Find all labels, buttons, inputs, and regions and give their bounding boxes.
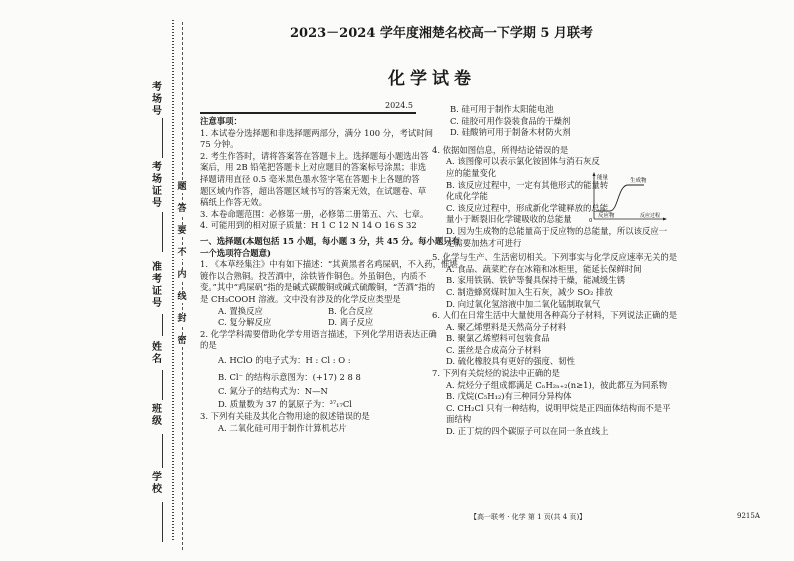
binding-label-class: 班级: [152, 404, 162, 427]
energy-xlabel: 反应过程: [640, 213, 661, 219]
q7-stem: 7. 下列有关烷烃的说法中正确的是: [432, 368, 560, 379]
notice-line: 2. 考生作答时，请将答案答在答题卡上。选择题每小题选出答: [200, 150, 429, 161]
q7-option-c[interactable]: C. CH₂Cl 只有一种结构，说明甲烷是正四面体结构而不是平: [446, 402, 671, 413]
exam-subject: 化学试卷: [388, 69, 476, 89]
notice-line: 择题请用直径 0.5 毫米黑色墨水签字笔在答题卡上各题的答: [200, 173, 420, 184]
q2-option-d[interactable]: D. 质量数为 37 的氯原子为：³⁷₁₇Cl: [218, 399, 352, 410]
q5-option-b[interactable]: B. 家用铁锅、铁铲等餐具保持干燥，能减缓生锈: [446, 275, 625, 286]
school-blank[interactable]: [162, 502, 163, 542]
notice-heading: 注意事项：: [200, 116, 242, 126]
notice-line: 稿纸上作答无效。: [200, 197, 267, 208]
q6-option-b[interactable]: B. 聚氯乙烯塑料可包装食品: [446, 333, 550, 344]
q1-options: [200, 306, 416, 318]
energy-diagram: [588, 171, 668, 223]
energy-y-arrow: [593, 172, 596, 176]
seal-char: 封: [177, 314, 187, 324]
q4-option-d-cont: 定需要加热才可进行: [446, 237, 522, 248]
notice-line: 4. 可能用到的相对原子质量：H 1 C 12 N 14 O 16 S 32: [200, 220, 417, 231]
q5-option-c[interactable]: C. 制造蜂窝煤时加入生石灰，减少 SO₂ 排放: [446, 286, 613, 297]
q2-stem: 2. 化学学科需要借助化学专用语言描述，下列化学用语表达正确: [200, 328, 437, 339]
binding-label-exam-room: 考场号: [152, 82, 162, 117]
q1-stem: 镀作以合熟铜。投苦酒中，涂铁皆作铜色。外虽铜色，内质不: [200, 270, 427, 281]
seal-char: 内: [177, 270, 187, 280]
q5-option-d[interactable]: D. 向过氧化氢溶液中加二氧化锰制取氧气: [446, 298, 601, 309]
q1-stem: 变。”其中“鸡屎矾”指的是碱式碳酸铜或碱式硫酸铜，“苦酒”指的: [200, 282, 435, 293]
binding-label-admission-id: 准考证号: [152, 262, 162, 309]
q4-option-c-cont: 量小于断裂旧化学键吸收的总能量: [446, 214, 572, 225]
exam-room-blank[interactable]: [162, 118, 163, 158]
exam-id-blank[interactable]: [162, 212, 163, 252]
q1-stem: 1. 《本草经集注》中有如下描述：“其黄黑者名鸡屎矾，不入药，惟堪: [200, 259, 458, 270]
q6-option-c[interactable]: C. 蛋丝是合成高分子材料: [446, 344, 542, 355]
binding-label-name: 姓名: [152, 342, 162, 365]
q1-option-c[interactable]: C. 复分解反应: [218, 317, 272, 328]
admission-id-blank[interactable]: [162, 314, 163, 336]
page-footer: 【高一联考 · 化学 第 1 页(共 4 页)】: [470, 513, 587, 521]
name-blank[interactable]: [162, 370, 163, 400]
q4-option-b-cont: 化成化学能: [446, 191, 488, 202]
q3-option-c[interactable]: C. 硅胶可用作袋装食品的干燥剂: [450, 115, 571, 126]
q7-option-a[interactable]: A. 烷烃分子组成都满足 CₙH₂ₙ₊₂(n≥1)，彼此都互为同系物: [446, 379, 668, 390]
q5-option-a[interactable]: A. 食品、蔬菜贮存在冰箱和冰柜里，能延长保鲜时间: [446, 263, 642, 274]
energy-diagram-svg: [588, 171, 668, 223]
seal-char: 要: [177, 226, 187, 236]
header-rule: [200, 112, 416, 114]
notice-line: 3. 本卷命题范围：必修第一册，必修第二册第五、六、七章。: [200, 208, 429, 219]
notice-line: 75 分钟。: [200, 139, 239, 150]
q7-option-c-cont: 面结构: [446, 414, 472, 425]
binding-label-exam-id: 考场证号: [152, 162, 162, 209]
exam-date: 2024.5: [385, 101, 413, 110]
q4-option-a-cont: 应的能量变化: [446, 167, 497, 178]
binding-label-school: 学校: [152, 472, 162, 495]
q5-stem: 5. 化学与生产、生活密切相关。下列事实与化学反应速率无关的是: [432, 252, 678, 263]
energy-x-arrow: [663, 218, 667, 221]
class-blank[interactable]: [162, 434, 163, 468]
notice-line: 案后，用 2B 铅笔把答题卡上对应题目的答案标号涂黑；非选: [200, 162, 427, 173]
q4-option-c[interactable]: C. 该反应过程中，形成新化学键释放的总能: [446, 202, 609, 213]
q2-stem: 的是: [200, 340, 217, 351]
q3-option-a[interactable]: A. 二氧化硅可用于制作计算机芯片: [218, 423, 347, 434]
q1-option-d[interactable]: D. 离子反应: [328, 317, 374, 328]
q1-stem: 是 CH₃COOH 溶液。文中没有涉及的化学反应类型是: [200, 293, 401, 304]
section-heading: 一、选择题(本题包括 15 小题，每小题 3 分，共 45 分。每小题只有: [200, 235, 460, 246]
energy-curve: [610, 185, 644, 211]
q6-option-a[interactable]: A. 聚乙烯塑料是天然高分子材料: [446, 321, 567, 332]
q4-option-d[interactable]: D. 因为生成物的总能量高于反应物的总能量，所以该反应一: [446, 225, 668, 236]
q2-option-b[interactable]: B. Cl⁻ 的结构示意图为：(+17) 2 8 8: [218, 371, 361, 382]
q4-stem: 4. 依据如图信息，所得结论错误的是: [432, 144, 569, 155]
q4-option-b[interactable]: B. 该反应过程中，一定有其他形式的能量转: [446, 179, 609, 190]
q1-option-b[interactable]: B. 化合反应: [328, 305, 373, 316]
q3-option-b[interactable]: B. 硅可用于制作太阳能电池: [450, 104, 554, 114]
seal-char: 不: [177, 248, 187, 258]
section-heading-cont: 一个选项符合题意): [200, 247, 271, 258]
seal-char: 答: [177, 204, 187, 214]
right-column: [432, 104, 678, 438]
q4-option-a[interactable]: A. 该图像可以表示氯化铵固体与消石灰反: [446, 156, 600, 167]
q6-stem: 6. 人们在日常生活中大量使用各种高分子材料，下列说法正确的是: [432, 310, 678, 321]
paper-code: 9215A: [737, 512, 760, 520]
notice-line: 1. 本试卷分选择题和非选择题两部分，满分 100 分，考试时间: [200, 127, 433, 138]
q2-option-c[interactable]: C. 氮分子的结构式为：N—N: [218, 385, 328, 396]
seal-line: [182, 22, 183, 550]
q2-option-a[interactable]: A. HClO 的电子式为：H : Cl : O :: [218, 354, 351, 365]
q3-option-d[interactable]: D. 硅酸钠可用于制备木材防火剂: [450, 127, 571, 138]
energy-origin: 0: [589, 218, 593, 223]
seal-char: 题: [177, 182, 187, 192]
q1-option-a[interactable]: A. 置换反应: [218, 305, 263, 316]
q7-option-b[interactable]: B. 戊烷(C₅H₁₂)有三种同分异构体: [446, 391, 572, 402]
q1-options: [200, 317, 416, 329]
q7-option-d[interactable]: D. 正丁烷的四个碳原子可以在同一条直线上: [446, 426, 609, 437]
product-label: 生成物: [630, 178, 647, 184]
q6-option-d[interactable]: D. 硫化橡胶具有更好的强度、韧性: [446, 356, 575, 367]
seal-char: 线: [177, 292, 187, 302]
seal-char: 密: [177, 336, 187, 346]
notice-line: 题区域内作答，超出答题区域书写的答案无效，在试题卷、草: [200, 185, 427, 196]
binding-strip: [148, 22, 192, 550]
exam-title: 2023－2024 学年度湘楚名校高一下学期 5 月联考: [290, 26, 593, 41]
energy-ylabel: 能量: [597, 175, 609, 181]
reactant-label: 反应物: [598, 213, 615, 219]
q3-stem: 3. 下列有关硅及其化合物用途的叙述错误的是: [200, 411, 370, 422]
